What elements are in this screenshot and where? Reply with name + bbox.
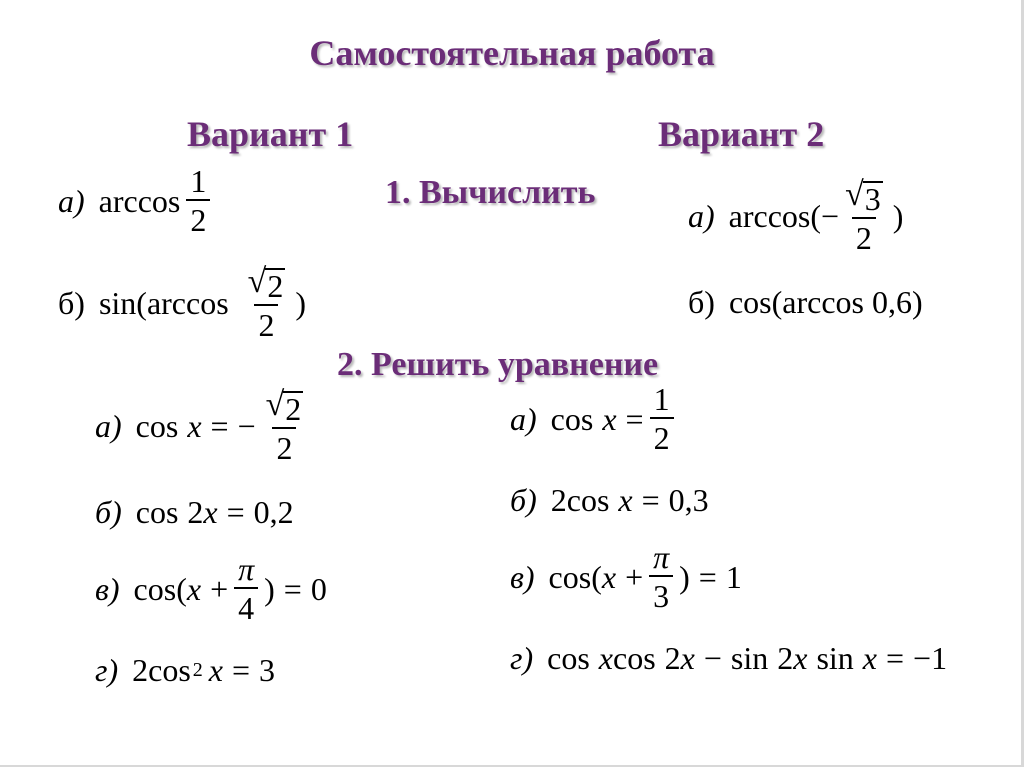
func-text: cos( [548,558,602,595]
item-label: а) [510,400,537,437]
func-text: cos [613,640,656,676]
sqrt [248,265,286,302]
exponent: 2 [192,659,203,681]
paren: ) [295,285,306,321]
equals-sign: = [283,570,302,607]
func-text: cos( [133,570,187,607]
func-text: arccos [98,182,181,219]
equals-sign: = [698,558,717,595]
v1-task2-b [95,496,294,528]
coefficient: 2 [187,494,204,530]
radical-sign: √ [265,386,285,423]
variable: x [208,652,223,688]
paren: ) [679,558,690,595]
rhs-value: 0,3 [668,482,709,518]
numerator [244,265,290,304]
denominator: 2 [272,427,296,464]
v2-task2-a [510,383,680,454]
rhs-value: 0 [310,570,327,607]
equals-sign: = [232,652,251,688]
fraction [244,265,290,341]
v2-task2-b [510,484,709,516]
denominator: 2 [852,217,876,254]
fraction [650,383,674,454]
minus-sign: − [237,408,256,444]
rhs-value: 3 [259,652,276,688]
numerator [841,178,887,217]
func-text: sin(arccos [98,285,229,321]
plus-sign: + [210,570,229,607]
paren: ) [264,570,275,607]
variable: x [187,408,202,444]
equals-sign: = [210,408,229,444]
equals-sign: = [226,494,245,530]
radicand: 2 [267,268,284,304]
v1-task2-g [95,654,275,686]
radicand: 3 [864,181,881,217]
numerator: 1 [190,163,207,199]
v2-task2-g [510,642,947,674]
equals-sign: = [886,640,905,676]
equals-sign: = [641,482,660,518]
func-text: sin [816,640,854,676]
func-text: arccos( [728,198,822,234]
v1-task2-a [95,388,313,464]
denominator: 4 [234,587,258,624]
section-2-heading: 2. Решить уравнение [337,346,659,383]
variable: x [680,640,695,676]
func-text: cos [135,408,179,444]
item-label: а) [95,408,122,444]
variable: x [862,640,877,676]
func-text: cos [135,494,179,530]
sqrt [845,178,883,215]
item-label: б) [688,284,715,320]
item-label: в) [95,570,120,607]
fraction [841,178,887,254]
coefficient: 2 [550,482,567,518]
v2-task1-b [688,286,923,318]
coefficient: 2 [777,640,794,676]
minus-sign: − [703,640,722,676]
radicand: 2 [285,391,302,427]
variable: x [793,640,808,676]
func-text: sin [730,640,769,676]
func-text: cos [148,652,191,688]
func-text: cos [547,640,590,676]
equals-sign: = [625,400,644,437]
item-label: а) [58,182,85,219]
fraction [186,165,210,236]
rhs-value: 1 [725,558,742,595]
denominator: 2 [186,199,210,236]
v2-task1-a [688,178,903,254]
item-label: в) [510,558,535,595]
v2-task2-v [510,541,742,612]
item-label: а) [688,198,715,234]
v1-task1-b [58,265,306,341]
variable: x [618,482,633,518]
page-title: Самостоятельная работа [309,33,715,73]
func-text: cos [566,482,610,518]
denominator: 3 [649,575,673,612]
numerator [262,388,308,427]
item-label: б) [58,285,85,321]
func-text: cos(arccos 0,6) [728,284,923,320]
variable: x [186,570,202,607]
v1-task2-v [95,553,327,624]
plus-sign: + [625,558,644,595]
rhs-value: 0,2 [253,494,294,530]
coefficient: 2 [664,640,681,676]
numerator: π [653,539,670,575]
denominator: 2 [650,417,674,454]
fraction [649,541,673,612]
section-1-heading: 1. Вычислить [385,174,596,211]
numerator: 1 [653,381,670,417]
variable: x [598,640,613,676]
numerator: π [238,551,255,587]
minus-sign: − [821,198,840,234]
func-text: cos [550,400,594,437]
variable: x [602,400,617,437]
radical-sign: √ [247,263,267,300]
denominator: 2 [254,304,278,341]
fraction [262,388,308,464]
v1-task1-a [58,165,216,236]
sqrt [266,388,304,425]
variant-1-heading: Вариант 1 [187,114,354,154]
item-label: г) [510,640,534,676]
item-label: б) [95,494,122,530]
variable: x [203,494,218,530]
item-label: б) [510,482,537,518]
fraction [234,553,258,624]
variable: x [601,558,617,595]
variant-2-heading: Вариант 2 [658,114,825,154]
paren: ) [892,198,904,234]
rhs-value: −1 [913,640,948,676]
item-label: г) [95,652,119,688]
radical-sign: √ [845,176,864,213]
coefficient: 2 [132,652,149,688]
